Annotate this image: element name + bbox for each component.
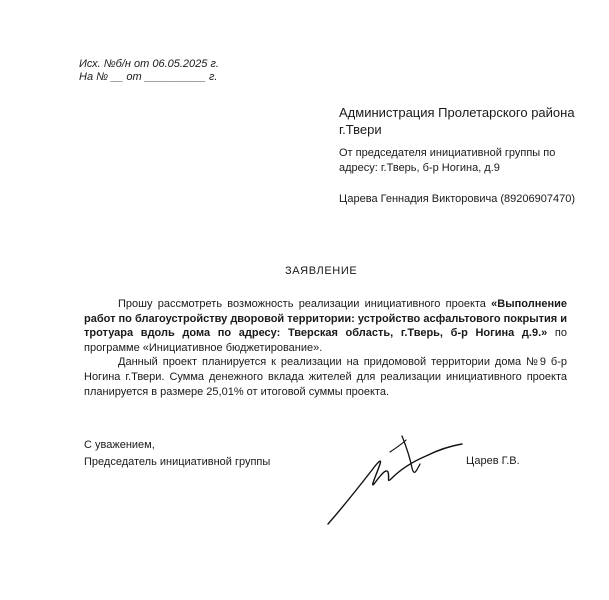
sender-name-phone: Царева Геннадия Викторовича (89206907470) <box>339 193 576 205</box>
project-name: «Выполнение работ по благоустройству дворовой территории: устройство асфальтового покрытия и тротуара вдоль дома по адресу: Тверская область, г.Тверь, б-р Ногина д.9.» <box>84 298 567 340</box>
addressee-org-line2: г.Твери <box>339 122 382 137</box>
document-title: ЗАЯВЛЕНИЕ <box>285 265 358 277</box>
sender-block <box>339 146 555 176</box>
incoming-reference: На № __ от __________ г. <box>79 71 218 83</box>
outgoing-reference: Исх. №б/н от 06.05.2025 г. <box>79 58 219 70</box>
paragraph-2-text: Данный проект планируется к реализации на придомовой территории дома №9 б-р Ногина г.Твери. Сумма денежного вклада жителей для реализации инициативного проекта планируется в размере 25,01% от итоговой суммы проекта. <box>84 356 567 398</box>
handwritten-signature <box>320 418 470 528</box>
addressee-org-line1: Администрация Пролетарского района <box>339 105 575 120</box>
closing-block <box>84 437 270 471</box>
reference-block <box>79 58 219 84</box>
paragraph-1-intro: Прошу рассмотреть возможность реализации инициативного проекта <box>118 298 492 310</box>
addressee-organization <box>339 104 575 138</box>
signer-position: Председатель инициативной группы <box>84 456 271 468</box>
paragraph-2 <box>84 355 567 399</box>
paragraph-1-tail: по программе «Инициативное бюджетирование». <box>84 327 567 354</box>
document-body <box>84 297 567 399</box>
regards-text: С уважением, <box>84 439 155 451</box>
sender-line1: От председателя инициативной группы по <box>339 147 556 159</box>
signer-name: Царев Г.В. <box>466 455 520 467</box>
sender-line2: адресу: г.Тверь, б-р Ногина, д.9 <box>339 162 500 174</box>
paragraph-1 <box>84 297 567 355</box>
